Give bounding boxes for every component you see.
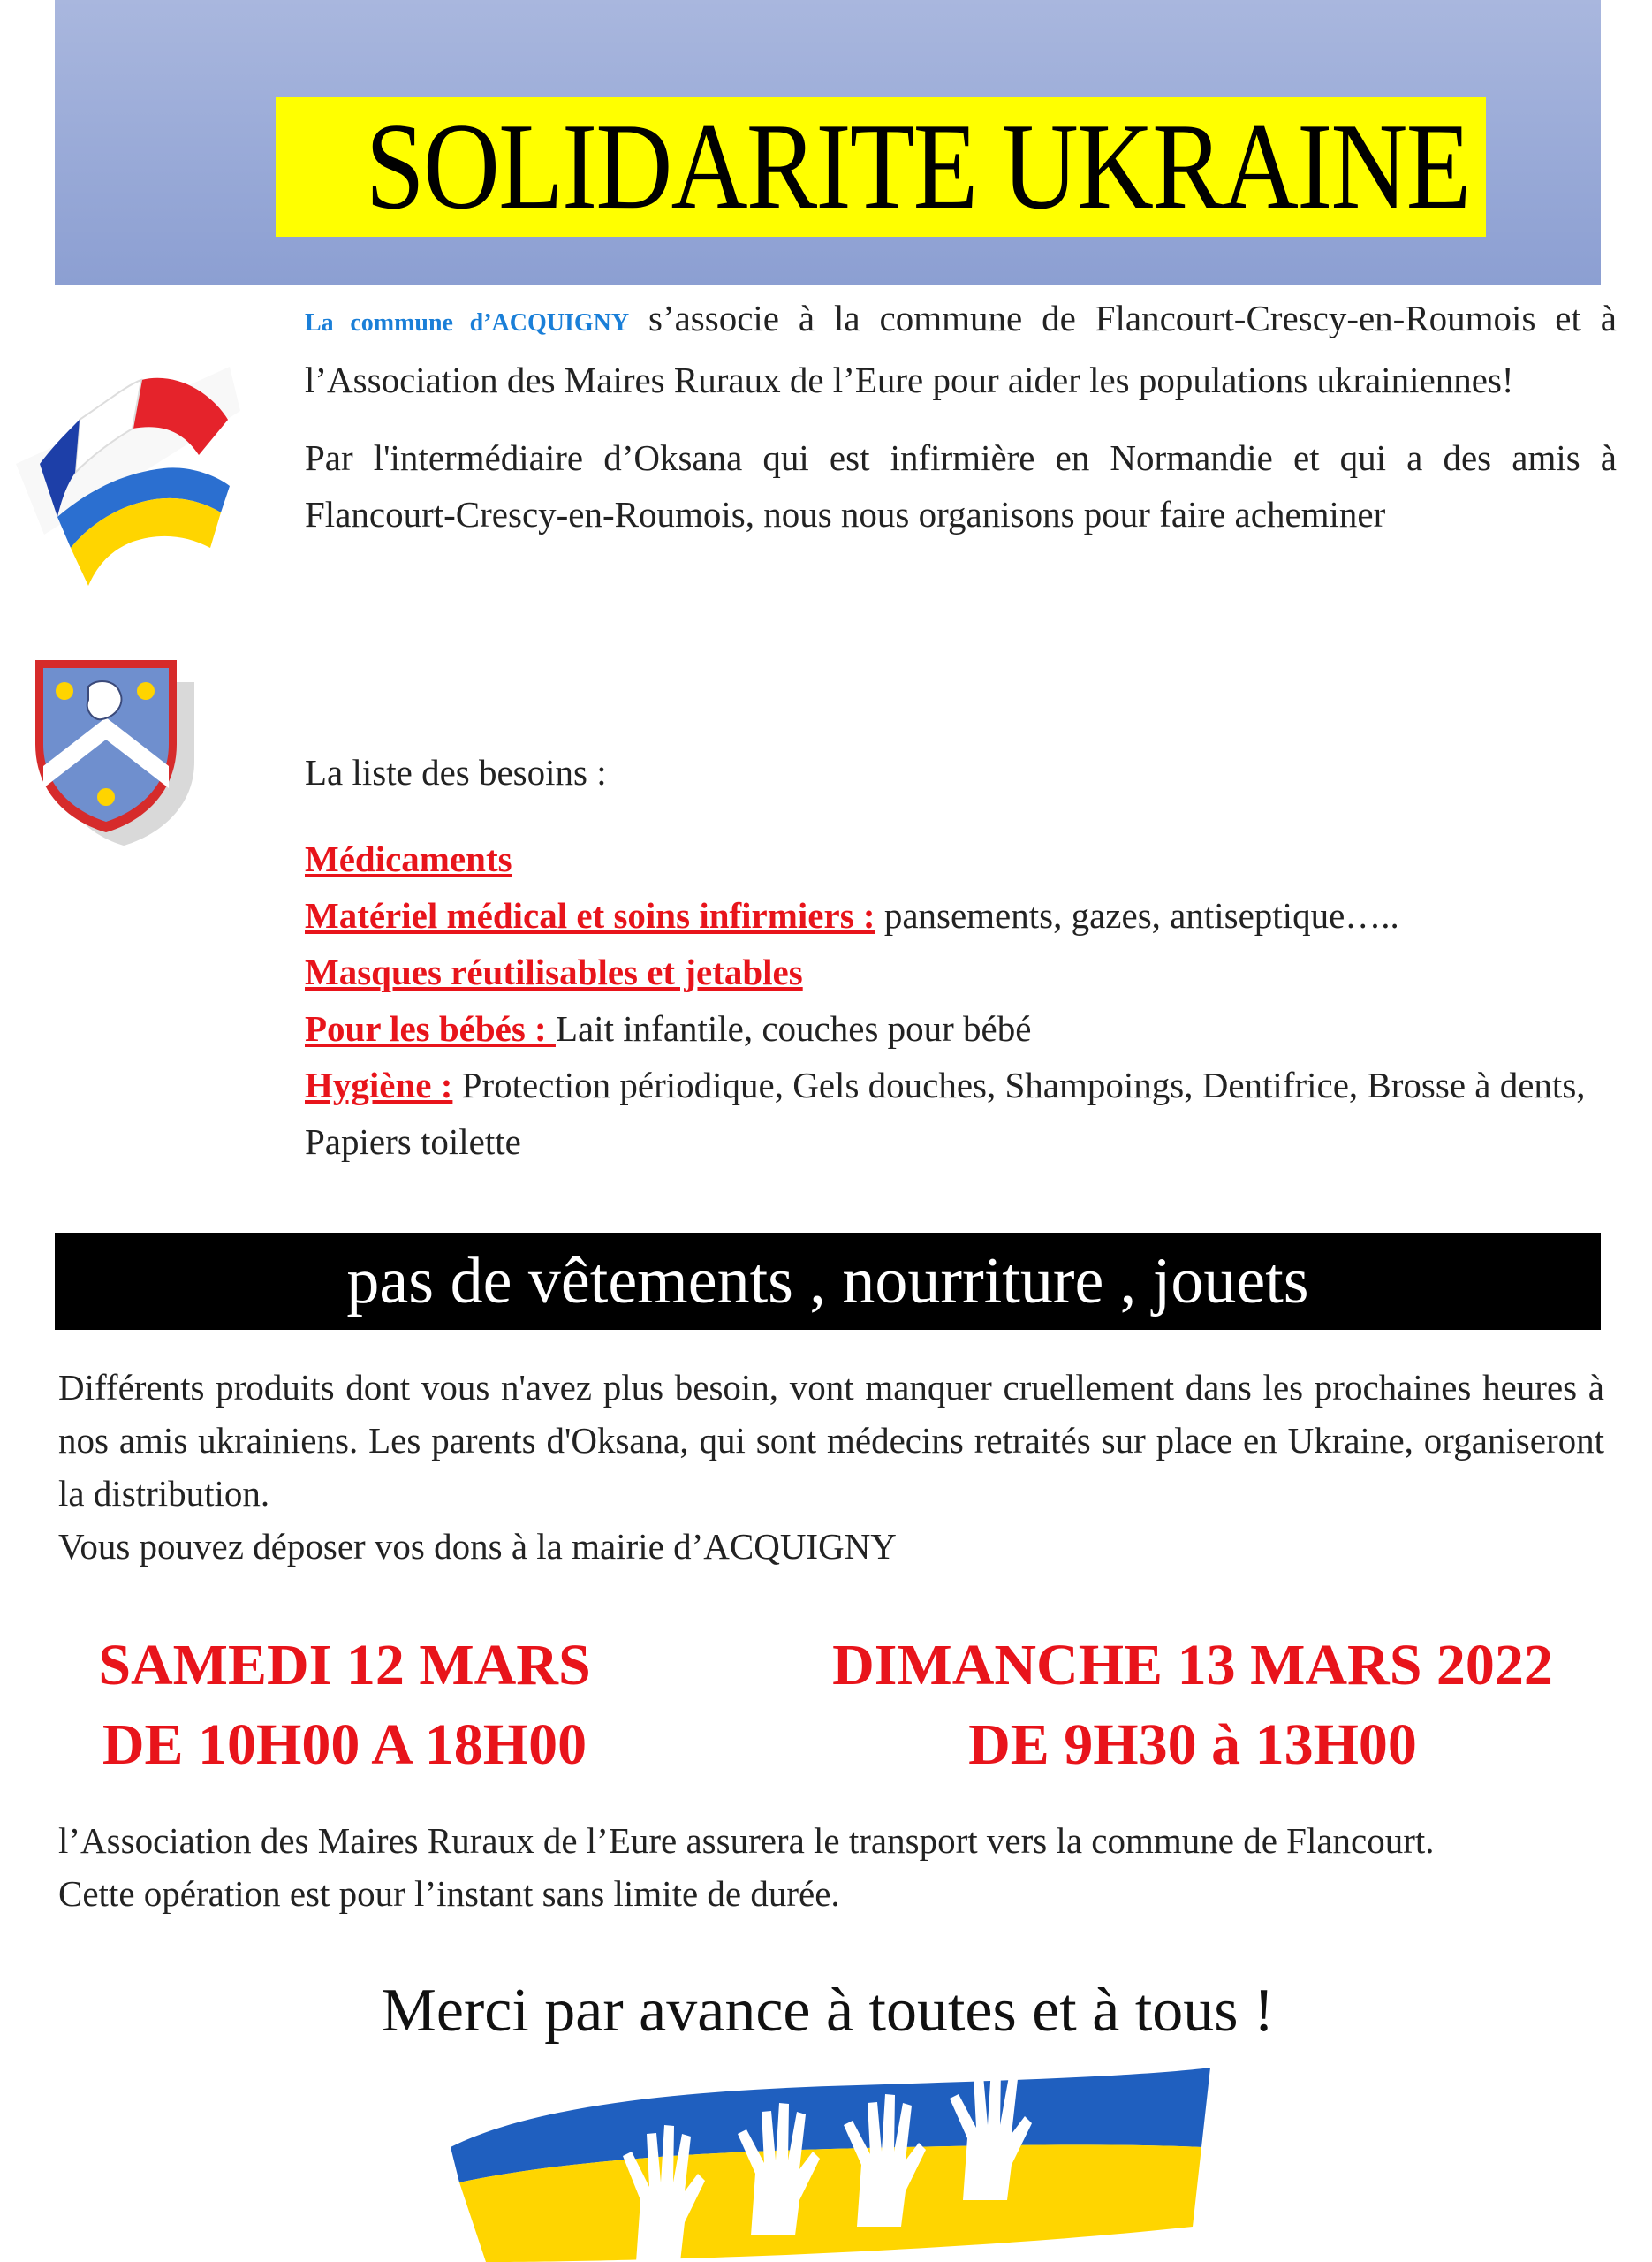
france-ukraine-flags-icon bbox=[9, 358, 240, 614]
raised-hands-icon bbox=[433, 2050, 1219, 2262]
needs-title: La liste des besoins : bbox=[305, 752, 607, 793]
need-detail: Protection périodique, Gels douches, Shampoings, Dentifrice, Brosse à dents, Papiers toilette bbox=[305, 1065, 1586, 1162]
sunday-day: DIMANCHE 13 MARS 2022 bbox=[832, 1633, 1553, 1697]
intro-paragraph-2: Par l'intermédiaire d’Oksana qui est infirmière en Normandie et qui a des amis à Flancourt-Crescy-en-Roumois, nous nous organisons pour faire acheminer bbox=[305, 437, 1617, 535]
need-label: Médicaments bbox=[305, 839, 512, 879]
thanks-message: Merci par avance à toutes et à tous ! bbox=[381, 1977, 1275, 2045]
commune-name: La commune d’ACQUIGNY bbox=[305, 309, 630, 337]
list-item bbox=[305, 944, 1617, 1000]
need-label: Hygiène : bbox=[305, 1065, 453, 1105]
page-title: SOLIDARITE UKRAINE bbox=[365, 98, 1470, 235]
exclusions-banner: pas de vêtements , nourriture , jouets bbox=[55, 1233, 1601, 1330]
list-item bbox=[305, 887, 1617, 944]
needs-list bbox=[305, 831, 1617, 1170]
saturday-day: SAMEDI 12 MARS bbox=[98, 1633, 591, 1697]
transport-info bbox=[58, 1814, 1604, 1920]
list-item bbox=[305, 1000, 1617, 1057]
list-item bbox=[305, 1057, 1617, 1170]
need-detail: pansements, gazes, antiseptique….. bbox=[875, 895, 1399, 936]
header-band bbox=[55, 0, 1601, 285]
donation-paragraph-2: Vous pouvez déposer vos dons à la mairie d’ACQUIGNY bbox=[58, 1526, 897, 1567]
sunday-schedule bbox=[786, 1626, 1599, 1785]
need-label: Masques réutilisables et jetables bbox=[305, 952, 803, 992]
sunday-hours: DE 9H30 à 13H00 bbox=[968, 1712, 1417, 1777]
title-banner bbox=[276, 97, 1486, 237]
intro-text: s’associe à la commune de Flancourt-Crescy-en-Roumois et à l’Association des Maires Ruraux de l’Eure pour aider les populations ukrainiennes! bbox=[305, 298, 1617, 400]
transport-paragraph-2: Cette opération est pour l’instant sans limite de durée. bbox=[58, 1873, 840, 1914]
donation-paragraph-1: Différents produits dont vous n'avez plus besoin, vont manquer cruellement dans les prochaines heures à nos amis ukrainiens. Les parents d'Oksana, qui sont médecins retraités sur place en Ukraine, organiseront la distribution. bbox=[58, 1367, 1604, 1514]
coat-of-arms-icon bbox=[31, 656, 199, 850]
transport-paragraph-1: l’Association des Maires Ruraux de l’Eure assurera le transport vers la commune de Flancourt. bbox=[58, 1820, 1435, 1861]
list-item bbox=[305, 831, 1617, 887]
intro-paragraph-1 bbox=[305, 290, 1617, 408]
need-detail: Lait infantile, couches pour bébé bbox=[555, 1008, 1032, 1049]
saturday-schedule bbox=[53, 1626, 636, 1785]
need-label: Matériel médical et soins infirmiers : bbox=[305, 895, 875, 936]
intro-section bbox=[305, 290, 1617, 564]
saturday-hours: DE 10H00 A 18H00 bbox=[102, 1712, 587, 1777]
donation-info bbox=[58, 1361, 1604, 1573]
need-label: Pour les bébés : bbox=[305, 1008, 556, 1049]
